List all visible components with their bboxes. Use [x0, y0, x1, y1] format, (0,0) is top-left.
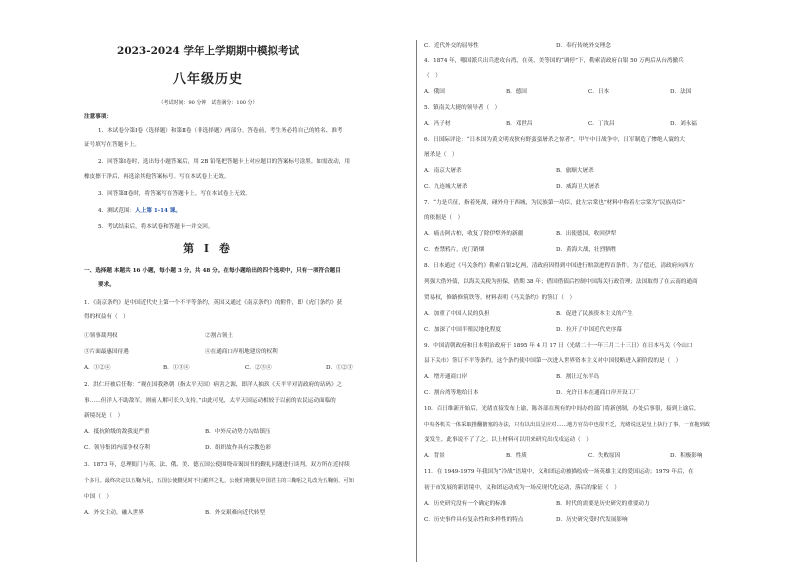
q9-option-b[interactable]: B．割让辽东半岛: [556, 374, 600, 380]
q11-stem: 初于市发展的新语境中，义和团运动成为一场反现代化运动，落后的象征（ ）: [424, 485, 620, 491]
q2-option-c[interactable]: C．领导集团内部争权夺利: [84, 445, 150, 451]
q9-option-a[interactable]: A．增开通商口岸: [424, 374, 468, 380]
q10-option-a[interactable]: A．背景: [424, 453, 445, 459]
q3-option-b[interactable]: B．外交艰难向近代转型: [205, 510, 266, 516]
scope-highlight: 人上第 1-14 课。: [135, 208, 181, 214]
q1-item: ④在通商口岸租地建房的权利: [205, 349, 278, 355]
q1-option-a[interactable]: A．①②④: [84, 365, 111, 371]
q3-option-a[interactable]: A．外交主动，融入世界: [84, 510, 144, 516]
notice-heading: 注意事项：: [84, 114, 112, 120]
q5-option-c[interactable]: C．丁汝昌: [588, 121, 615, 127]
q8-option-a[interactable]: A．加重了中国人民的负担: [424, 311, 490, 317]
q6-option-d[interactable]: D．威海卫大屠杀: [556, 184, 600, 190]
q5-stem: 5．镇南关大捷的领导者（ ）: [424, 105, 501, 111]
q9-stem: 9．中国清朝政府和日本明治政府于 1895 年 4 月 17 日（光绪二十一年三月二十三日）在日本马关（今山口: [424, 343, 693, 349]
notice-line: 5．考试结束后，将本试卷和答题卡一并交回。: [98, 224, 214, 230]
q2-stem: 新境况是（ ）: [84, 413, 124, 419]
q11-option-b[interactable]: B．时代的需要是历史研究的重要动力: [556, 501, 650, 507]
section-intro: 要求。: [98, 282, 115, 288]
q1-stem: 得的权益有（ ）: [84, 314, 129, 320]
q6-option-b[interactable]: B．旅顺大屠杀: [556, 168, 594, 174]
q3-option-c[interactable]: C．近代外交的屈辱性: [424, 43, 479, 49]
q3-option-d[interactable]: D．奉行传统外交理念: [556, 43, 611, 49]
q4-option-d[interactable]: D．法国: [670, 89, 692, 95]
q11-stem: 11．在 1949-1979 年我国为“冷战”语境中，义和团运动被描绘成一场英雄主义的爱国运动；1979 年后，在: [424, 469, 694, 475]
q8-option-c[interactable]: C．加深了中国半殖民地化程度: [424, 327, 501, 333]
q7-stem: 的依据是（ ）: [424, 215, 464, 221]
q7-option-d[interactable]: D．黄海大战，壮烈牺牲: [556, 247, 617, 253]
q7-option-c[interactable]: C．查禁鸦片，虎门销烟: [424, 247, 485, 253]
section-intro: 一、选择题 本题共 16 小题，每小题 3 分，共 48 分。在每小题给出的四个选项中，只有一项符合题目: [84, 268, 341, 274]
q8-stem: 贸易权，修路修筑铁等。材料表明《马关条约》的签订（ ）: [424, 295, 576, 301]
notice-line: 3．回答第Ⅱ卷时，将答案写在答题卡上。写在本试卷上无效。: [98, 191, 251, 197]
q1-item: ②割占领土: [205, 333, 233, 339]
q10-stem: 变发生。此事说不了了之。以上材料可以用来研究出戊戌运动（ ）: [424, 437, 592, 443]
q2-stem: 2．洪仁玕被后任称：“观在国我熟朝（指太平天国）病害之源，即洋人抽玖《天平平对清政府的玷码》之: [84, 382, 343, 388]
q2-option-b[interactable]: B．中外反动势力勾结镇压: [205, 429, 271, 435]
q10-stem: 中央各机关一体采取推翻搪塞的办法，只有以出具呈应对……地方官员中也很不乏，光绪说这是皇上执行了事，一直拖到政: [424, 422, 711, 428]
column-divider: [416, 40, 417, 562]
notice-line: 证号填写在答题卡上。: [84, 142, 140, 148]
notice-line: 2．回答第Ⅰ卷时，选出每小题答案后，用 2B 铅笔把答题卡上对应题目的答案标号涂黑。如需改动，用: [98, 159, 350, 165]
q11-option-d[interactable]: D．历史研究受时代发展影响: [556, 517, 628, 523]
q10-option-c[interactable]: C．失败原因: [588, 453, 621, 459]
q6-stem: 屠杀是（ ）: [424, 152, 458, 158]
q1-option-d[interactable]: D．①②③: [326, 365, 353, 371]
q11-option-c[interactable]: C．历史事件具有复杂性和多样性的特点: [424, 517, 524, 523]
q6-option-a[interactable]: A．南京大屠杀: [424, 168, 462, 174]
q1-stem: 1．《南京条约》是中国近代史上第一个不平等条约，英国又通过《南京条约》的附件，即《虎门条约》获: [84, 300, 343, 306]
q11-option-a[interactable]: A．历史研究没有一个确定的标准: [424, 501, 507, 507]
q8-option-b[interactable]: B．促进了民族资本主义的产生: [556, 311, 633, 317]
q4-stem: 4．1874 年，哪国派兵出兵进攻台湾，在英、美等国的“调停”下，勒索清政府白银 50 万两后从台湾撤兵: [424, 58, 684, 64]
q9-stem: 县下关市）签订不平等条约，这个条约使中国第一次进入世界资本主义对中国侵略进入新阶段的是（ ）: [424, 358, 682, 364]
q10-option-b[interactable]: B．性质: [506, 453, 527, 459]
q9-option-d[interactable]: D．允许日本在通商口岸开设工厂: [556, 390, 639, 396]
notice-line: 1．本试卷分第Ⅰ卷（选择题）和第Ⅱ卷（非选择题）两部分。答卷前，考生务必将自己的姓名、准考: [98, 128, 343, 134]
q6-option-c[interactable]: C．九连城大屠杀: [424, 184, 468, 190]
q5-option-b[interactable]: B．邓世昌: [506, 121, 533, 127]
q7-stem: 7．“力是兵征，指着死战，碰外舟于西城，为民族第一功臣，此左宗棠也”材料中称着左宗棠为“民族功臣”: [424, 200, 686, 206]
q8-stem: 8．日本通过《马关条约》勒索白银2亿两，清政府因得到中国进行赔款进程首条件。为了偿还，清政府向西方: [424, 263, 695, 269]
scope-label: 4．测试范围：: [98, 208, 136, 214]
exam-title: 2023-2024 学年上学期期中模拟考试: [117, 45, 299, 57]
notice-line: 橡皮擦干净后，再选涂其他答案标号。写在本试卷上无效。: [84, 174, 230, 180]
section-title: 第 I 卷: [183, 242, 233, 255]
q2-stem: 事……但洋人不助敌军，则前人解可长久支持。”由此可见，太平天国运动相较于以前的农民运动面临的: [84, 398, 336, 404]
q1-item: ①领事裁判权: [84, 333, 118, 339]
q3-stem: 个多月。最终决定以五鞠为礼，五国公使觐见时不行跪拜之礼，公使们将觐见中国君主的三鞠躬之礼改为五鞠躬，可知: [84, 478, 354, 484]
q4-option-c[interactable]: C．日本: [588, 89, 610, 95]
q4-option-a[interactable]: A．俄国: [424, 89, 445, 95]
q10-stem: 10．百日维新开始后，光绪直接发布上谕，陈各部在现有的中间办的部门将新创制，办处后事很，接到上谕后，: [424, 406, 700, 412]
q7-option-b[interactable]: B．出使德国，收回伊犁: [556, 231, 617, 237]
q8-stem: 列强大借外债，以海关关税为担保，借期 38 年；借国借债后控制中国海关行政管理；法国取得了在云南的通商: [424, 279, 698, 285]
q8-option-d[interactable]: D．拉开了中国近代史序幕: [556, 327, 623, 333]
q1-option-c[interactable]: C．②③④: [245, 365, 272, 371]
notice-line-scope: [98, 207, 181, 215]
q5-option-d[interactable]: D．刘永福: [670, 121, 697, 127]
q1-item: ③片面最惠国待遇: [84, 349, 129, 355]
q3-stem: 中国（ ）: [84, 494, 112, 500]
q4-stem: （ ）: [424, 73, 441, 79]
q5-option-a[interactable]: A．冯子材: [424, 121, 451, 127]
q3-stem: 3．1873 年，总理衙门与英、法、俄、美、德五国公使围绕帝谒国书的觐礼问题进行谈判，双方所在近持续: [84, 462, 350, 468]
q2-option-a[interactable]: A．抵抗阶级的敌我更严重: [84, 429, 150, 435]
q7-option-a[interactable]: A．痛击阿古柏，收复了除伊犁外的新疆: [424, 231, 524, 237]
exam-subject: 八年级历史: [172, 72, 243, 87]
q9-option-c[interactable]: C．割台湾等地给日本: [424, 390, 479, 396]
q2-option-d[interactable]: D．组织故作具有宗教色彩: [205, 445, 272, 451]
q4-option-b[interactable]: B．德国: [506, 89, 527, 95]
exam-meta: （考试时间：90 分钟 试卷满分：100 分）: [158, 100, 258, 106]
q6-stem: 6．日国际评论：“日本国为黄文明戎狄有野蛮蛮屠杀之惊者”。甲午中日战争中，日军制造了惨绝人寰的大: [424, 137, 685, 143]
q1-option-b[interactable]: B．①③④: [163, 365, 190, 371]
q10-option-d[interactable]: D．积极影响: [670, 453, 703, 459]
